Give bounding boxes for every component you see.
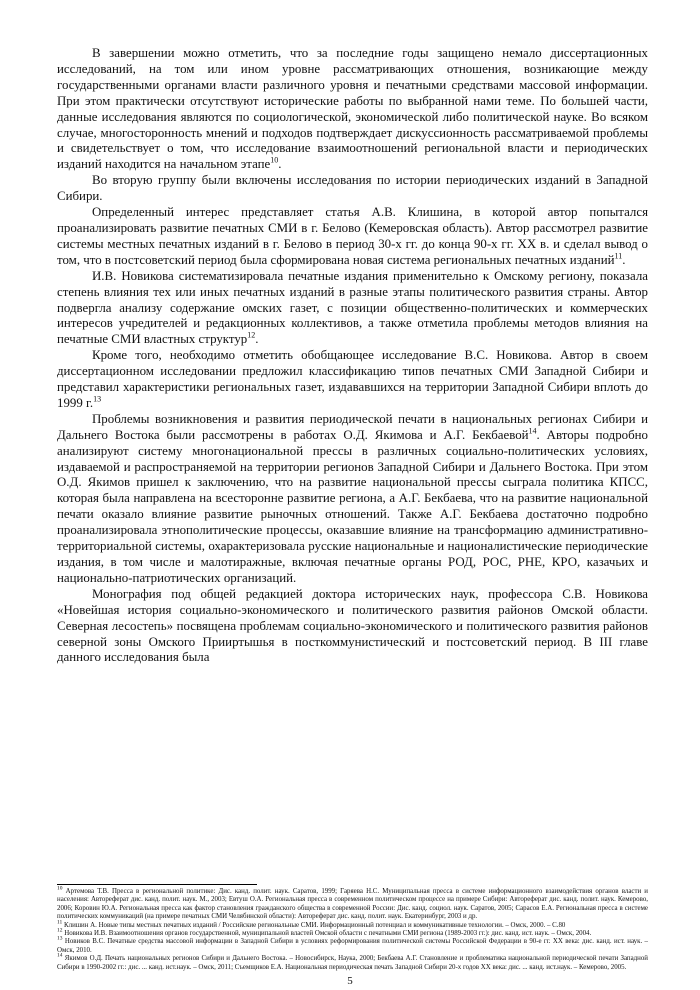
- paragraph: И.В. Новикова систематизировала печатные издания применительно к Омскому региону, показала степень влияния тех или иных печатных изданий в разные этапы политического развития страны. Автор подвергла анализу содержание омских газет, с позиции общественно-политических и коммерческих интересов учредителей и редакционных коллективов, а также отметила проблемы методов влияния на печатные СМИ властных структур$^{12}$.: [57, 268, 648, 347]
- footnote: $^{12}$ Новикова И.В. Взаимоотношения органов государственной, муниципальной властей Омской области с печатными СМИ региона (1989-2003 гг.): дис. канд. ист. наук. – Омск, 2004.: [57, 927, 592, 938]
- footnote-ref: 14: [528, 426, 537, 436]
- paragraph: В завершении можно отметить, что за последние годы защищено немало диссертационных исследований, на том или ином уровне рассматривающих отношения, возникающие между государственными органами власти различного уровня и печатными средствами массовой информации. При этом практически отсутствуют исторические работы по выбранной нами теме. По большей части, данные исследования являются по социологической, экономической либо политической науке. Во всяком случае, многосторонность мнений и подходов подтверждает дискуссионность рассматриваемой проблемы и свидетельствует о том, что исследование взаимоотношений региональной власти и периодических изданий находится на начальном этапе$^{10}$.: [57, 46, 648, 172]
- footnote: $^{10}$ Артемова Т.В. Пресса в региональной политике: Дис. канд. полит. наук. Саратов, 1999; Гаряева Н.С. Муниципальная пресса в системе информационного взаимодействия органов власти и населения: Автореферат дис. канд. полит. наук. М., 2003; Евтуш О.А. Региональная пресса в современном политическом процессе на примере Сибири: Автореферат дис. канд. полит. наук. Кемерово, 2006; Коровин Ю.А. Региональная пресса как фактор становления гражданского общества в современной России: Дис. канд. социол. наук. Саратов, 2005; Сарасов Е.А. Региональная пресса в системе политических коммуникаций (на примере печатных СМИ Челябинской области): Автореферат дис. канд. полит. наук. Екатеринбург, 2003 и др.: [57, 885, 648, 921]
- footnote-ref: 10: [270, 156, 279, 166]
- footnotes: [57, 885, 648, 972]
- paragraph: Во вторую группу были включены исследования по истории периодических изданий в Западной Сибири.: [57, 173, 648, 204]
- paragraph: Монография под общей редакцией доктора исторических наук, профессора С.В. Новикова «Новейшая история социально-экономического и политического развития районов Омской области. Северная лесостепь» посвящена проблемам социально-экономического и политического развития районов северной зоны Омского Прииртышья в посткоммунистический и постсоветский период. В III главе данного исследования была: [57, 586, 648, 665]
- paragraph: Проблемы возникновения и развития периодической печати в национальных регионах Сибири и Дальнего Востока были рассмотрены в работах О.Д. Якимова и А.Г. Бекбаевой$^{14}$. Авторы подробно анализируют систему многонациональной прессы в различных социально-политических условиях, издаваемой и распространяемой на территории регионов Западной Сибири и Дальнего Востока. При этом О.Д. Якимов пришел к заключению, что на развитие национальной прессы сыграла политика КПСС, которая была направлена на всесторонне развитие региона, а А.Г. Бекбаева, что на развитие национальной печати оказало влияние развитие рыночных отношений. Также А.Г. Бекбаева достаточно подробно проанализировала этнополитические процессы, оказавшие влияние на трансформацию административно-территориальной системы, охарактеризовала русские национальные и националистические периодические издания, в том числе и малотиражные, включая печатные органы РОД, РОС, РНЕ, КРО, казачьих и национально-патриотических организаций.: [57, 411, 648, 585]
- paragraph: Кроме того, необходимо отметить обобщающее исследование В.С. Новикова. Автор в своем диссертационном исследовании предложил классификацию типов печатных СМИ Западной Сибири и представил характеристики региональных газет, издававшихся на территории Западной Сибири вплоть до 1999 г.$^{13}$: [57, 348, 648, 410]
- footnote: $^{14}$ Якимов О.Д. Печать национальных регионов Сибири и Дальнего Востока. – Новосибирск, Наука, 2000; Бекбаева А.Г. Становление и проблематика национальной периодической печати Западной Сибири в 1990-2002 гг.: дис. ... канд. ист.наук. – Омск, 2011; Съемщиков Е.А. Национальная периодическая печать Западной Сибири 20-х годов XX века: дис. ... канд. ист.наук. – Кемерово, 2005.: [57, 952, 648, 971]
- footnote-ref: 11: [614, 251, 623, 261]
- footnote-ref: 13: [93, 394, 102, 404]
- footnote-ref: 12: [247, 331, 256, 341]
- body-text: [57, 46, 648, 666]
- footnote: $^{13}$ Новиков В.С. Печатные средства массовой информации в Западной Сибири в условиях реформирования политической системы Российской Федерации в 90-е гг. XX века: дис. канд. ист. наук. – Омск, 2010.: [57, 936, 648, 954]
- paragraph: Определенный интерес представляет статья А.В. Клишина, в которой автор попытался проанализировать развитие печатных СМИ в г. Белово (Кемеровская область). Автор рассмотрел развитие системы местных печатных изданий в г. Белово в период 30-х гг. до конца 90-х гг. XX в. и сделал вывод о том, что в постсоветский период была сформирована новая система региональных печатных изданий$^{11}$.: [57, 205, 648, 267]
- page-number: 5: [347, 975, 353, 987]
- footnote-divider: [57, 884, 257, 885]
- footnote: $^{11}$ Клишин А. Новые типы местных печатных изданий / Российские региональные СМИ. Информационный потенциал и коммуникативные технологии. – Омск, 2000. – С.80: [57, 919, 566, 929]
